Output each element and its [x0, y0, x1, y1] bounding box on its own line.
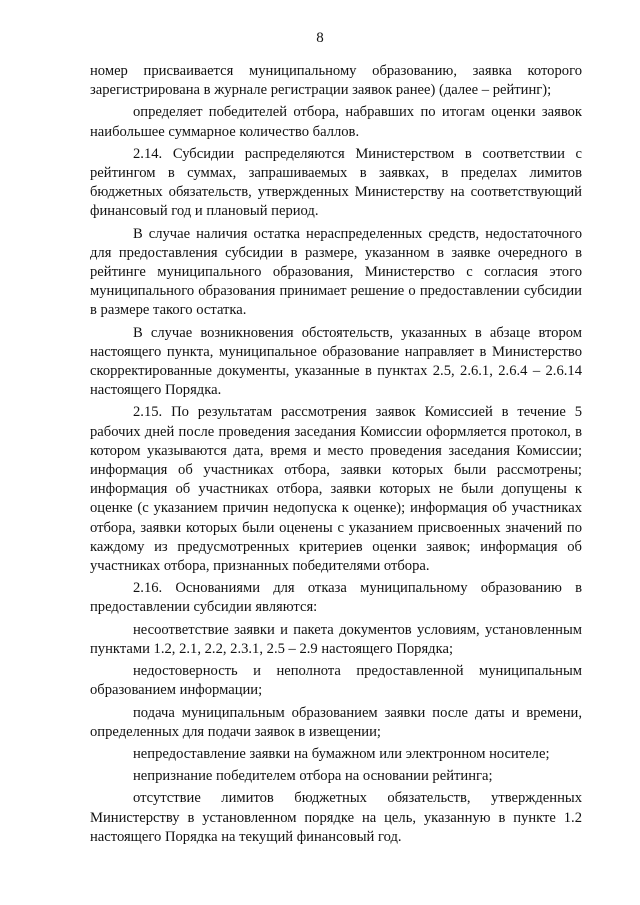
paragraph-remaining-funds: В случае наличия остатка нераспределенных средств, недостаточного для предоставления субсидии в размере, указанном в заявке очередного в рейтинге муниципального образования, Министерство с согласия этого муниципального образования принимает решение о предоставлении субсидии в размере такого остатка. [90, 225, 582, 319]
list-item-nonconformity: несоответствие заявки и пакета документов условиям, установленным пунктами 1.2, 2.1, 2.2, 2.3.1, 2.5 – 2.9 настоящего Порядка; [90, 621, 582, 657]
paragraph-rating-continuation: номер присваивается муниципальному образованию, заявка которого зарегистрирована в журнале регистрации заявок ранее) (далее – рейтинг); [90, 63, 582, 99]
paragraph-2-15: 2.15. По результатам рассмотрения заявок Комиссией в течение 5 рабочих дней после проведения заседания Комиссии оформляется протокол, в котором указываются дата, время и место проведения заседания Комиссии; информация об участниках отбора, заявки которых были рассмотрены; информация об участниках отбора, заявки которых не были допущены к оценке (с указанием причин недопуска к оценке); информация об участниках отбора, заявки которых были оценены с указанием присвоенных значений по каждому из предусмотренных критериев оценки заявок; информация об участниках отбора, признанных победителями отбора. [90, 404, 582, 575]
list-item-unreliability: недостоверность и неполнота предоставленной муниципальным образованием информации; [90, 663, 582, 699]
list-item-late-submission: подача муниципальным образованием заявки после даты и времени, определенных для подачи заявок в извещении; [90, 704, 582, 740]
paragraph-2-16: 2.16. Основаниями для отказа муниципальному образованию в предоставлении субсидии являются: [90, 580, 582, 616]
list-item-not-winner: непризнание победителем отбора на основании рейтинга; [133, 768, 493, 785]
paragraph-determines-winners: определяет победителей отбора, набравших по итогам оценки заявок наибольшее суммарное количество баллов. [90, 104, 582, 140]
list-item-no-limits: отсутствие лимитов бюджетных обязательств, утвержденных Министерству в установленном порядке на цель, указанную в пункте 1.2 настоящего Порядка на текущий финансовый год. [90, 790, 582, 845]
page-number: 8 [316, 30, 324, 46]
paragraph-2-14: 2.14. Субсидии распределяются Министерством в соответствии с рейтингом в суммах, запрашиваемых в заявках, в пределах лимитов бюджетных обязательств, утвержденных Министерству на соответствующий финансовый год и плановый период. [90, 145, 582, 220]
list-item-no-submission: непредоставление заявки на бумажном или электронном носителе; [133, 745, 550, 762]
paragraph-corrected-documents: В случае возникновения обстоятельств, указанных в абзаце втором настоящего пункта, муниципальное образование направляет в Министерство скорректированные документы, указанные в пунктах 2.5, 2.6.1, 2.6.4 – 2.6.14 настоящего Порядка. [90, 324, 582, 399]
document-body [90, 62, 582, 847]
